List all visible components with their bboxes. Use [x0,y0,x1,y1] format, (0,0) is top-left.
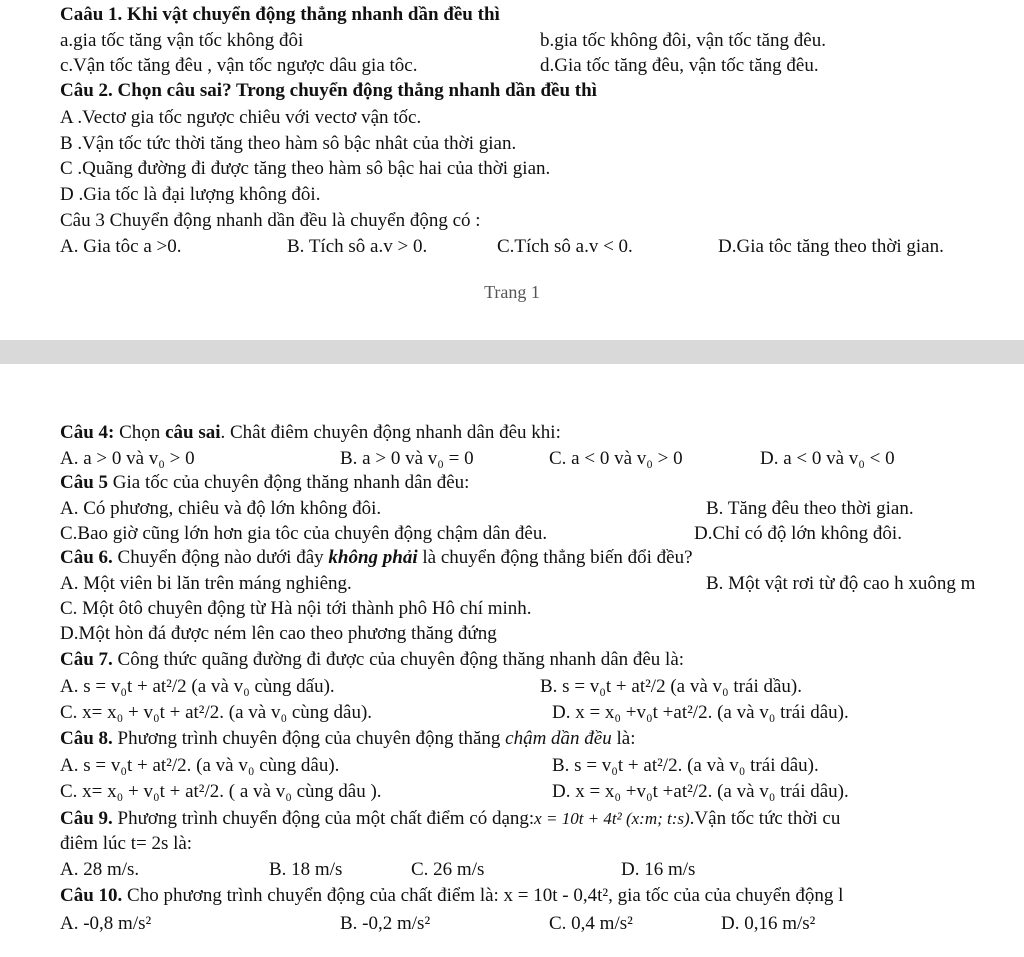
q3-option-d: D.Gia tôc tăng theo thời gian. [718,236,944,257]
q1-option-d: d.Gia tốc tăng đêu, vận tốc tăng đêu. [540,55,819,76]
q7-stem [60,649,684,671]
page-separator [0,340,1024,364]
q4-label: Câu 4: [60,422,115,443]
q6-text2: là chuyển động thẳng biến đổi đều? [417,547,693,568]
q7-label: Câu 7. [60,649,113,670]
q6-option-b: B. Một vật rơi từ độ cao h xuông m [706,573,976,594]
q8-text1: Phương trình chuyên động của chuyên động thăng [112,728,506,749]
q5-stem [60,472,469,494]
page-footer: Trang 1 [484,282,540,302]
q9-text1: Phương trình chuyển động của một chất điểm có dạng: [112,808,535,829]
q9-label: Câu 9. [60,808,113,829]
q1-option-a: a.gia tốc tăng vận tốc không đôi [60,30,304,51]
q6-emphasis: không phải [328,547,418,568]
q4-emphasis: câu sai [165,422,221,443]
page-2 [0,364,1024,957]
q10-option-d: D. 0,16 m/s² [721,913,816,934]
q4-option-c: C. a < 0 và v₀ > 0 [549,448,683,469]
q10-text: Cho phương trình chuyển động của chất điểm là: x = 10t - 0,4t², gia tốc của của chuyển động l [122,885,844,906]
q6-label: Câu 6. [60,547,113,568]
q6-stem [60,547,693,569]
q10-option-c: C. 0,4 m/s² [549,913,633,934]
q1-option-c: c.Vận tốc tăng đêu , vận tốc ngược dâu gia tôc. [60,55,418,76]
q3-option-a: A. Gia tôc a >0. [60,236,182,257]
q9-stem-line2: điêm lúc t= 2s là: [60,833,193,854]
q8-option-d: D. x = x₀ +v₀t +at²/2. (a và v₀ trái dâu). [552,781,849,802]
q6-option-d: D.Một hòn đá được ném lên cao theo phương thăng đứng [60,623,497,644]
q7-option-c: C. x= x₀ + v₀t + at²/2. (a và v₀ cùng dâu). [60,702,373,723]
q10-label: Câu 10. [60,885,123,906]
q2-option-c: C .Quãng đường đi được tăng theo hàm sô bậc hai của thời gian. [60,158,551,179]
q9-option-c: C. 26 m/s [411,859,485,880]
q9-option-b: B. 18 m/s [269,859,343,880]
q7-option-a: A. s = v₀t + at²/2 (a và v₀ cùng dấu). [60,676,335,697]
q8-label: Câu 8. [60,728,113,749]
q2-option-a: A .Vectơ gia tốc ngược chiêu với vectơ vận tốc. [60,107,422,128]
q4-stem [60,422,561,444]
q8-option-c: C. x= x₀ + v₀t + at²/2. ( a và v₀ cùng dâu ). [60,781,382,802]
q4-option-a: A. a > 0 và v₀ > 0 [60,448,195,469]
q8-stem [60,728,636,750]
q9-stem [60,808,840,830]
q9-text2: .Vận tốc tức thời cu [689,808,841,829]
q6-text1: Chuyển động nào dưới đây [112,547,329,568]
q7-option-d: D. x = x₀ +v₀t +at²/2. (a và v₀ trái dâu). [552,702,849,723]
q3-option-b: B. Tích sô a.v > 0. [287,236,428,257]
q7-option-b: B. s = v₀t + at²/2 (a và v₀ trái dầu). [540,676,802,697]
q2-option-d: D .Gia tốc là đại lượng không đôi. [60,184,321,205]
q5-option-b: B. Tăng đêu theo thời gian. [706,498,914,519]
q2-stem: Câu 2. Chọn câu sai? Trong chuyển động thẳng nhanh dần đều thì [60,80,597,101]
q5-text: Gia tốc của chuyên động thăng nhanh dân đêu: [108,472,470,493]
q6-option-c: C. Một ôtô chuyên động từ Hà nội tới thành phô Hô chí minh. [60,598,532,619]
q10-option-a: A. -0,8 m/s² [60,913,152,934]
q4-text2: . Chât điêm chuyên động nhanh dân đêu khi: [220,422,561,443]
q5-option-a: A. Có phương, chiêu và độ lớn không đôi. [60,498,382,519]
q5-label: Câu 5 [60,472,109,493]
q8-text2: là: [611,728,636,749]
q1-option-b: b.gia tốc không đôi, vận tốc tăng đêu. [540,30,826,51]
q9-option-d: D. 16 m/s [621,859,696,880]
q4-option-b: B. a > 0 và v₀ = 0 [340,448,474,469]
page-1 [0,0,1024,340]
q6-option-a: A. Một viên bi lăn trên máng nghiêng. [60,573,352,594]
q1-stem: Caâu 1. Khi vật chuyển động thẳng nhanh dần đều thì [60,4,500,25]
q5-option-d: D.Chỉ có độ lớn không đôi. [694,523,902,544]
q5-option-c: C.Bao giờ cũng lớn hơn gia tôc của chuyên động chậm dân đêu. [60,523,548,544]
q8-emphasis: chậm dần đều [505,728,612,749]
q4-option-d: D. a < 0 và v₀ < 0 [760,448,895,469]
q4-text1: Chọn [114,422,166,443]
q10-stem [60,885,843,907]
q9-option-a: A. 28 m/s. [60,859,140,880]
q8-option-a: A. s = v₀t + at²/2. (a và v₀ cùng dâu). [60,755,340,776]
q7-text: Công thức quãng đường đi được của chuyên động thăng nhanh dân đêu là: [112,649,685,670]
q8-option-b: B. s = v₀t + at²/2. (a và v₀ trái dâu). [552,755,819,776]
q3-stem: Câu 3 Chuyển động nhanh dần đều là chuyển động có : [60,210,481,231]
q3-option-c: C.Tích sô a.v < 0. [497,236,633,257]
q10-option-b: B. -0,2 m/s² [340,913,431,934]
q2-option-b: B .Vận tốc tức thời tăng theo hàm sô bậc nhât của thời gian. [60,133,517,154]
q9-formula: x = 10t + 4t² (x:m; t:s) [534,809,690,828]
